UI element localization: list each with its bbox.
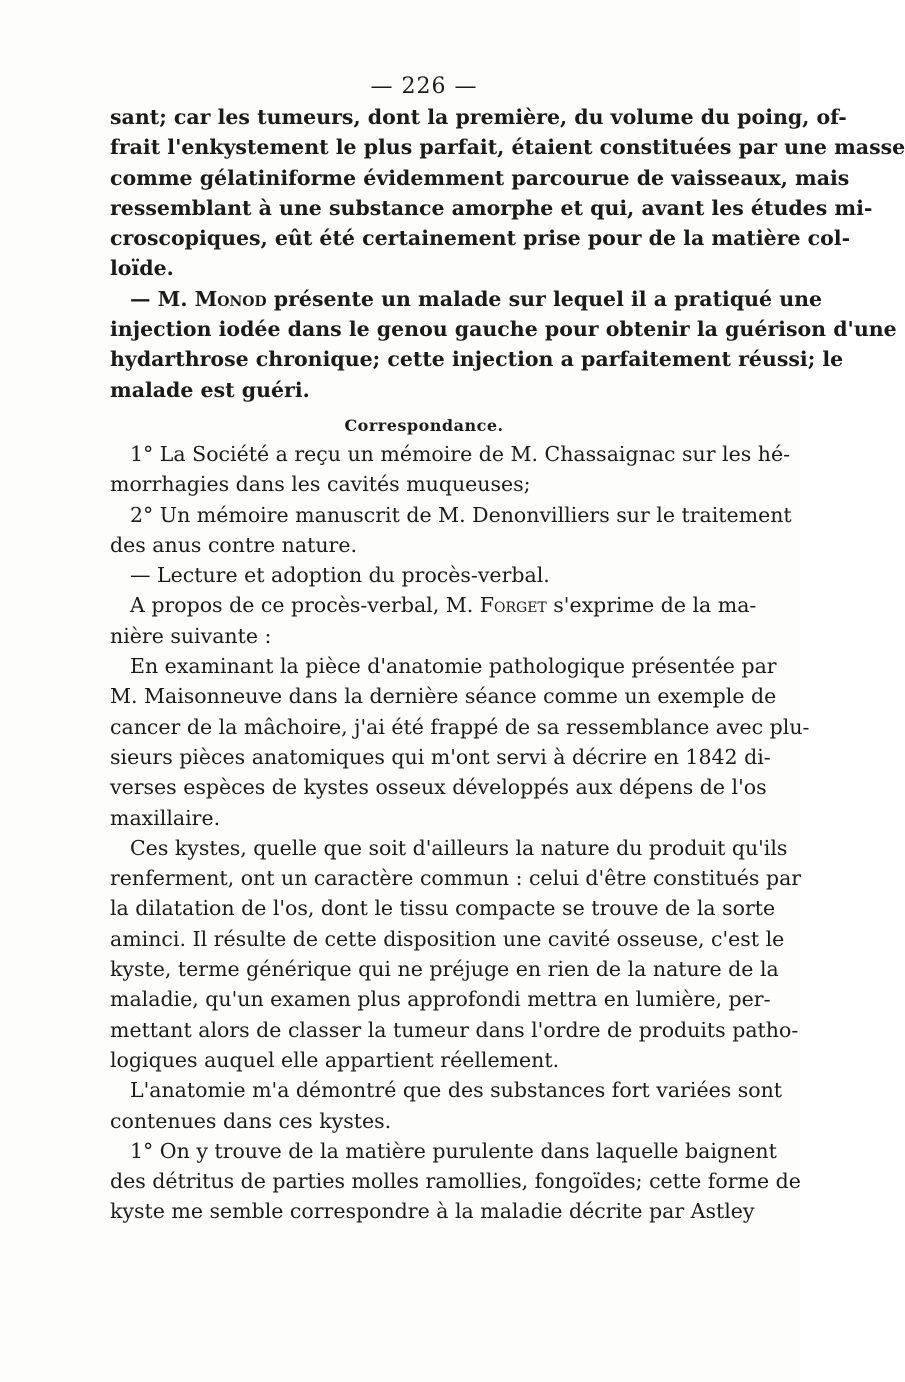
text-line: croscopiques, eût été certainement prise pour de la matière col- [110, 226, 851, 251]
text-line: logiques auquel elle appartient réellement. [110, 1047, 560, 1072]
text-line: morrhagies dans les cavités muqueuses; [110, 472, 531, 497]
text-line: kyste me semble correspondre à la maladie décrite par Astley [110, 1199, 755, 1224]
text-line: renferment, ont un caractère commun : celui d'être constitués par [110, 866, 802, 891]
page-number: — 226 — [370, 74, 478, 99]
text-line: Ces kystes, quelle que soit d'ailleurs la nature du produit qu'ils [130, 835, 788, 860]
text-line: 1° On y trouve de la matière purulente dans laquelle baignent [130, 1138, 777, 1163]
page-text-block [110, 72, 905, 1227]
text-line: loïde. [110, 256, 174, 281]
text-run: A propos de ce procès-verbal, M. [130, 593, 480, 618]
text-line: 1° La Société a reçu un mémoire de M. Chassaignac sur les hé- [130, 441, 791, 466]
text-line: mettant alors de classer la tumeur dans l'ordre de produits patho- [110, 1017, 799, 1042]
text-line: ressemblant à une substance amorphe et qui, avant les études mi- [110, 195, 873, 220]
text-line: des anus contre nature. [110, 532, 357, 557]
text-run: — M. [130, 286, 195, 311]
section-heading: Correspondance. [344, 415, 504, 435]
text-line: maladie, qu'un examen plus approfondi mettra en lumière, per- [110, 987, 771, 1012]
speaker-name: Forget [479, 593, 547, 618]
text-line: sant; car les tumeurs, dont la première, du volume du poing, of- [110, 105, 847, 129]
text-line: comme gélatiniforme évidemment parcourue de vaisseaux, mais [110, 165, 850, 190]
speaker-name: Monod [194, 286, 267, 311]
text-line: verses espèces de kystes osseux développés aux dépens de l'os [110, 775, 767, 800]
text-line: — Lecture et adoption du procès-verbal. [130, 563, 550, 588]
text-line: nière suivante : [110, 623, 272, 648]
text-line: kyste, terme générique qui ne préjuge en rien de la nature de la [110, 957, 779, 982]
text-line: des détritus de parties molles ramollies, fongoïdes; cette forme de [110, 1169, 801, 1194]
text-line: maxillaire. [110, 805, 221, 830]
text-line: cancer de la mâchoire, j'ai été frappé de sa ressemblance avec plu- [110, 714, 810, 739]
text-line: contenues dans ces kystes. [110, 1108, 392, 1133]
text-line: frait l'enkystement le plus parfait, étaient constituées par une masse [110, 135, 905, 160]
text-line: sieurs pièces anatomiques qui m'ont servi à décrire en 1842 di- [110, 744, 771, 769]
text-run: présente un malade sur lequel il a pratiqué une [266, 286, 823, 311]
text-line: En examinant la pièce d'anatomie pathologique présentée par [130, 654, 777, 679]
text-line: 2° Un mémoire manuscrit de M. Denonvilliers sur le traitement [130, 502, 792, 527]
text-line: la dilatation de l'os, dont le tissu compacte se trouve de la sorte [110, 896, 776, 921]
text-line: L'anatomie m'a démontré que des substances fort variées sont [130, 1078, 783, 1103]
text-line: malade est guéri. [110, 377, 310, 402]
text-line: injection iodée dans le genou gauche pour obtenir la guérison d'une [110, 317, 897, 342]
text-run: s'exprime de la ma- [546, 593, 757, 618]
text-line: aminci. Il résulte de cette disposition une cavité osseuse, c'est le [110, 926, 785, 951]
text-line [110, 590, 757, 620]
text-line [110, 284, 823, 314]
text-line: hydarthrose chronique; cette injection a parfaitement réussi; le [110, 347, 844, 372]
text-line: M. Maisonneuve dans la dernière séance comme un exemple de [110, 684, 777, 709]
